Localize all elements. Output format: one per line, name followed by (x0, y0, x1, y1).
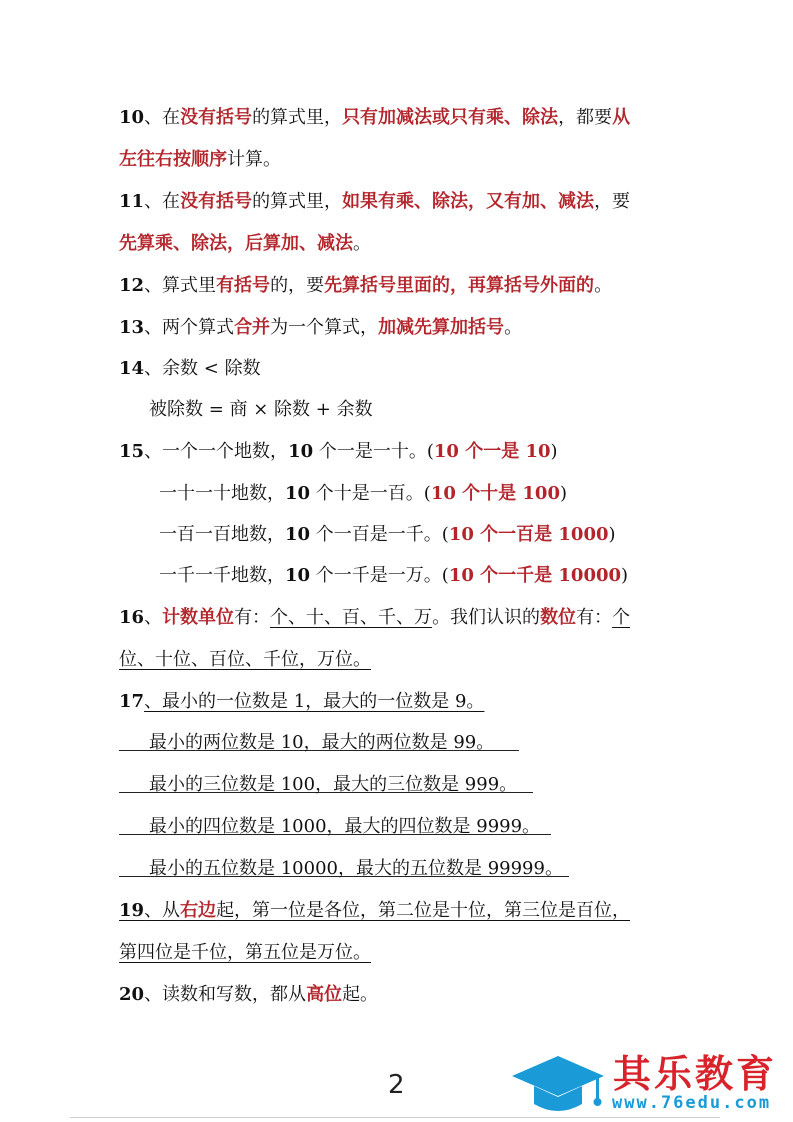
item-15-line-4: 一千一千地数，10 个一千是一万。(10 个一千是 10000) (159, 565, 629, 586)
item-number: 11 (119, 191, 145, 212)
item-15-line-2: 一十一十地数，10 个十是一百。(10 个十是 100) (159, 483, 567, 504)
item-12-line-1: 12、算式里有括号的，要先算括号里面的，再算括号外面的。 (119, 275, 613, 296)
item-14-line-2: 被除数 = 商 × 除数 + 余数 (149, 399, 373, 420)
item-number: 17 (119, 691, 145, 712)
logo-name: 其乐教育 (613, 1052, 778, 1096)
item-16-line-2: 位、十位、百位、千位，万位。 (119, 649, 371, 670)
item-number: 10 (119, 107, 145, 128)
item-17-line-2: 最小的两位数是 10，最大的两位数是 99。 (149, 732, 495, 753)
item-number: 16 (119, 607, 145, 628)
item-number: 14 (119, 358, 145, 379)
item-17-line-5: 最小的五位数是 10000，最大的五位数是 99999。 (149, 858, 563, 879)
item-number: 13 (119, 317, 145, 338)
item-15-line-3: 一百一百地数，10 个一百是一千。(10 个一百是 1000) (159, 524, 616, 545)
item-number: 12 (119, 275, 145, 296)
item-11-line-1: 11、在没有括号的算式里，如果有乘、除法，又有加、减法，要 (119, 191, 631, 212)
item-11-line-2: 先算乘、除法，后算加、减法。 (119, 233, 371, 254)
item-13-line-1: 13、两个算式合并为一个算式，加减先算加括号。 (119, 317, 523, 338)
page-number: 2 (388, 1070, 405, 1100)
item-17-line-4: 最小的四位数是 1000，最大的四位数是 9999。 (149, 816, 541, 837)
item-19-line-2: 第四位是千位，第五位是万位。 (119, 942, 371, 963)
item-19-line-1: 19、从右边起，第一位是各位，第二位是十位，第三位是百位， (119, 900, 631, 921)
logo-url[interactable]: www.76edu.com (612, 1093, 772, 1113)
item-14-line-1: 14、余数 < 除数 (119, 358, 261, 379)
item-10-line-1: 10、在没有括号的算式里，只有加减法或只有乘、除法，都要从 (119, 107, 631, 128)
item-16-line-1: 16、计数单位有：个、十、百、千、万。我们认识的数位有：个 (119, 607, 631, 628)
item-10-line-2: 左往右按顺序计算。 (119, 149, 281, 170)
item-number: 20 (119, 984, 145, 1005)
item-20-line-1: 20、读数和写数，都从高位起。 (119, 984, 379, 1005)
item-number: 19 (119, 900, 145, 921)
item-17-line-1: 17、最小的一位数是 1，最大的一位数是 9。 (119, 691, 485, 712)
item-15-line-1: 15、一个一个地数，10 个一是一十。(10 个一是 10) (119, 441, 558, 462)
item-number: 15 (119, 441, 145, 462)
item-17-line-3: 最小的三位数是 100，最大的三位数是 999。 (149, 774, 518, 795)
